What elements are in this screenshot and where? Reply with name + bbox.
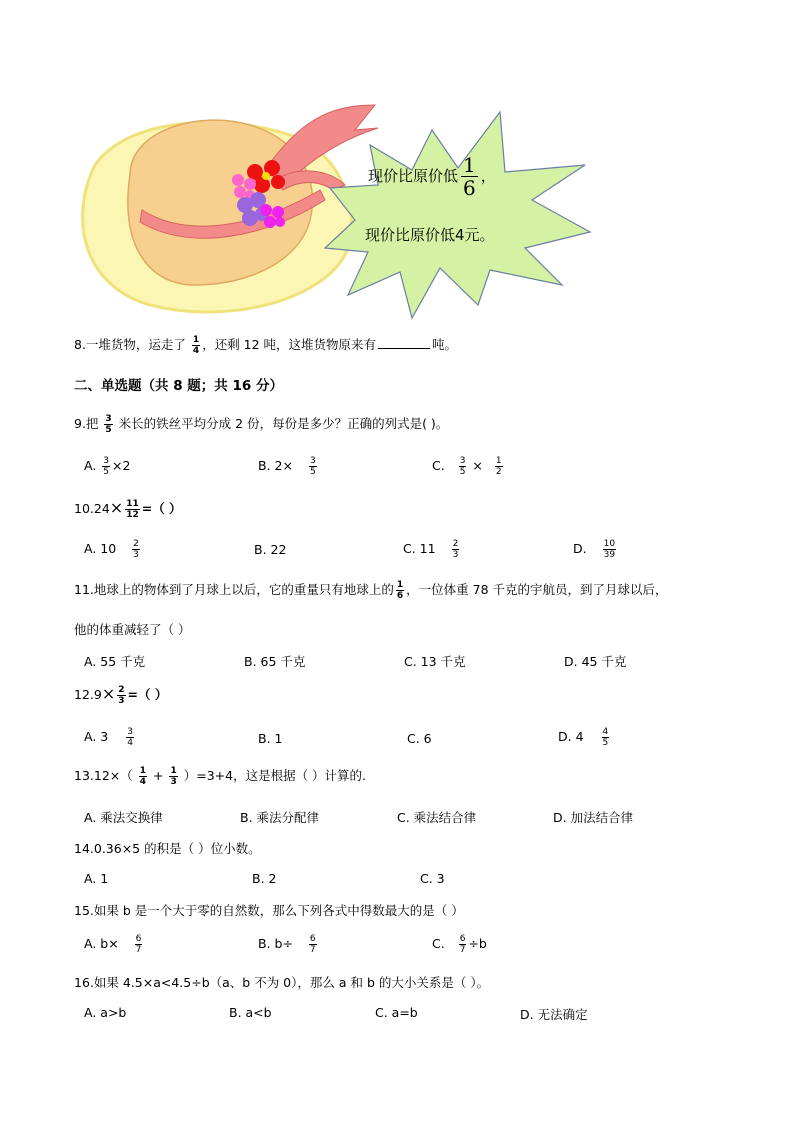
frac-den: 5	[602, 738, 609, 748]
frac-num: 3	[127, 727, 133, 737]
q10-option-d[interactable]	[573, 539, 618, 560]
fraction	[602, 727, 610, 748]
q12-option-a[interactable]	[84, 727, 136, 748]
question-16: 16.如果 4.5×a<4.5÷b（a、b 不为 0），那么 a 和 b 的大小关系是（ ）。	[74, 975, 490, 990]
option-label: D.	[573, 541, 587, 556]
question-10	[74, 498, 182, 520]
frac-den: 4	[139, 777, 147, 787]
fraction	[396, 580, 404, 601]
frac-den: 39	[603, 550, 616, 560]
burst-text: 现价比原价低	[368, 167, 459, 185]
q15-option-c[interactable]	[432, 934, 487, 955]
frac-den: 3	[133, 550, 139, 560]
frac-num: 6	[459, 934, 466, 944]
fraction	[309, 934, 317, 955]
q11-option-c[interactable]: C. 13 千克	[404, 654, 466, 669]
burst-line-1	[368, 154, 496, 199]
frac-den: 7	[309, 945, 316, 955]
frac-num: 1	[495, 456, 502, 466]
frac-den: 12	[126, 510, 139, 520]
q-text: 9.把	[74, 416, 99, 431]
option-label: A. 3	[84, 729, 109, 744]
fraction	[135, 934, 143, 955]
times-symbol: ×	[101, 684, 116, 703]
option-label: B. b÷	[258, 936, 293, 951]
q-text: 12.9	[74, 687, 102, 702]
q14-option-a[interactable]: A. 1	[84, 871, 109, 886]
q11-option-d[interactable]: D. 45 千克	[564, 654, 627, 669]
question-11	[74, 580, 668, 601]
q13-option-a[interactable]: A. 乘法交换律	[84, 810, 163, 825]
option-label: D. 4	[558, 729, 584, 744]
frac-num: 1	[192, 335, 200, 345]
fraction-one-sixth	[461, 154, 478, 199]
option-label: C. 11	[403, 541, 436, 556]
q9-option-b[interactable]	[258, 456, 319, 477]
q10-option-b[interactable]: B. 22	[254, 542, 287, 557]
frac-num: 1	[139, 766, 147, 776]
fraction	[459, 934, 467, 955]
option-text: ÷b	[468, 936, 487, 951]
q12-option-c[interactable]: C. 6	[407, 731, 432, 746]
frac-num: 2	[133, 539, 139, 549]
fraction	[104, 414, 112, 435]
frac-num: 2	[452, 539, 459, 549]
burst-line-2: 现价比原价低4元。	[365, 226, 495, 244]
starburst-shape	[325, 112, 590, 318]
frac-num: 1	[396, 580, 404, 590]
q14-option-c[interactable]: C. 3	[420, 871, 445, 886]
q11-option-b[interactable]: B. 65 千克	[244, 654, 306, 669]
q-text: 米长的铁丝平均分成 2 份，每份是多少？正确的列式是( )。	[118, 416, 449, 431]
frac-den: 6	[396, 591, 404, 601]
section-heading: 二、单选题（共 8 题；共 16 分）	[74, 378, 283, 394]
frac-num: 3	[309, 456, 316, 466]
option-operator: ×	[472, 458, 483, 473]
frac-den: 4	[127, 738, 133, 748]
burst-comma: ，	[480, 167, 496, 185]
option-label: B. 2×	[258, 458, 293, 473]
fraction	[117, 685, 125, 706]
option-text: ×2	[112, 458, 131, 473]
q-text: ，一位体重 78 千克的宇航员，到了月球以后，	[406, 582, 668, 597]
times-symbol: ×	[109, 498, 124, 517]
fraction	[192, 335, 200, 356]
q16-option-c[interactable]: C. a=b	[375, 1005, 418, 1020]
q12-option-d[interactable]	[558, 727, 611, 748]
frac-den: 3	[170, 777, 177, 787]
fraction	[169, 766, 177, 787]
fraction	[102, 456, 110, 477]
q-text: 13.12×（	[74, 768, 133, 783]
fraction	[309, 456, 317, 477]
q-text: ，还剩 12 吨，这堆货物原来有	[202, 337, 377, 352]
q-text: 8.一堆货物，运走了	[74, 337, 186, 352]
q-text: 10.24	[74, 501, 110, 516]
answer-blank[interactable]	[378, 336, 430, 349]
q-text: ）=3+4，这是根据（ ）计算的.	[183, 768, 367, 783]
fraction	[126, 727, 134, 748]
frac-num: 6	[135, 934, 142, 944]
option-label: A. 10	[84, 541, 117, 556]
question-13	[74, 766, 366, 787]
option-label: C.	[432, 936, 445, 951]
question-11-line2: 他的体重减轻了（ ）	[74, 622, 191, 637]
frac-den: 5	[103, 467, 110, 477]
frac-num: 11	[126, 499, 139, 509]
frac-den: 3	[452, 550, 459, 560]
frac-num: 6	[309, 934, 316, 944]
frac-den: 7	[135, 945, 142, 955]
frac-den: 3	[118, 696, 125, 706]
fraction	[495, 456, 503, 477]
q10-option-a[interactable]	[84, 539, 142, 560]
q-text: 11.地球上的物体到了月球上以后，它的重量只有地球上的	[74, 582, 394, 597]
q-text: =（ ）	[141, 501, 182, 516]
fraction	[125, 499, 140, 520]
frac-den: 4	[192, 346, 200, 356]
q14-option-b[interactable]: B. 2	[252, 871, 277, 886]
q-text: =（ ）	[127, 687, 168, 702]
fraction	[132, 539, 140, 560]
q15-option-a[interactable]	[84, 934, 144, 955]
q13-option-d[interactable]: D. 加法结合律	[553, 810, 634, 825]
frac-num: 1	[170, 766, 177, 776]
frac-num: 10	[603, 539, 616, 549]
q16-option-d[interactable]: D. 无法确定	[520, 1007, 588, 1022]
q9-option-a[interactable]	[84, 456, 130, 477]
question-12	[74, 684, 167, 706]
plus-symbol: +	[153, 768, 164, 783]
frac-den: 5	[459, 467, 466, 477]
q10-option-c[interactable]	[403, 539, 461, 560]
q11-option-a[interactable]: A. 55 千克	[84, 654, 146, 669]
frac-den: 5	[105, 425, 112, 435]
frac-den: 7	[459, 945, 466, 955]
question-15: 15.如果 b 是一个大于零的自然数，那么下列各式中得数最大的是（ ）	[74, 903, 464, 918]
option-label: A. b×	[84, 936, 119, 951]
q16-option-a[interactable]: A. a>b	[84, 1005, 127, 1020]
q13-option-b[interactable]: B. 乘法分配律	[240, 810, 320, 825]
option-label: C.	[432, 458, 445, 473]
fraction	[603, 539, 616, 560]
fraction-den: 6	[463, 176, 476, 200]
frac-num: 2	[118, 685, 125, 695]
frac-num: 4	[602, 727, 609, 737]
q12-option-b[interactable]: B. 1	[258, 731, 283, 746]
fraction	[452, 539, 460, 560]
q-text: 吨。	[432, 337, 458, 352]
fraction	[459, 456, 467, 477]
q9-option-c[interactable]	[432, 456, 505, 477]
frac-num: 3	[105, 414, 112, 424]
question-8	[74, 335, 457, 356]
fraction	[139, 766, 147, 787]
q13-option-c[interactable]: C. 乘法结合律	[397, 810, 477, 825]
question-9	[74, 414, 448, 435]
fraction-num: 1	[463, 153, 476, 177]
option-label: A.	[84, 458, 97, 473]
question-14: 14.0.36×5 的积是（ ）位小数。	[74, 841, 261, 856]
q16-option-b[interactable]: B. a<b	[229, 1005, 272, 1020]
frac-den: 2	[495, 467, 502, 477]
frac-den: 5	[309, 467, 316, 477]
q15-option-b[interactable]	[258, 934, 319, 955]
frac-num: 3	[459, 456, 466, 466]
frac-num: 3	[103, 456, 110, 466]
